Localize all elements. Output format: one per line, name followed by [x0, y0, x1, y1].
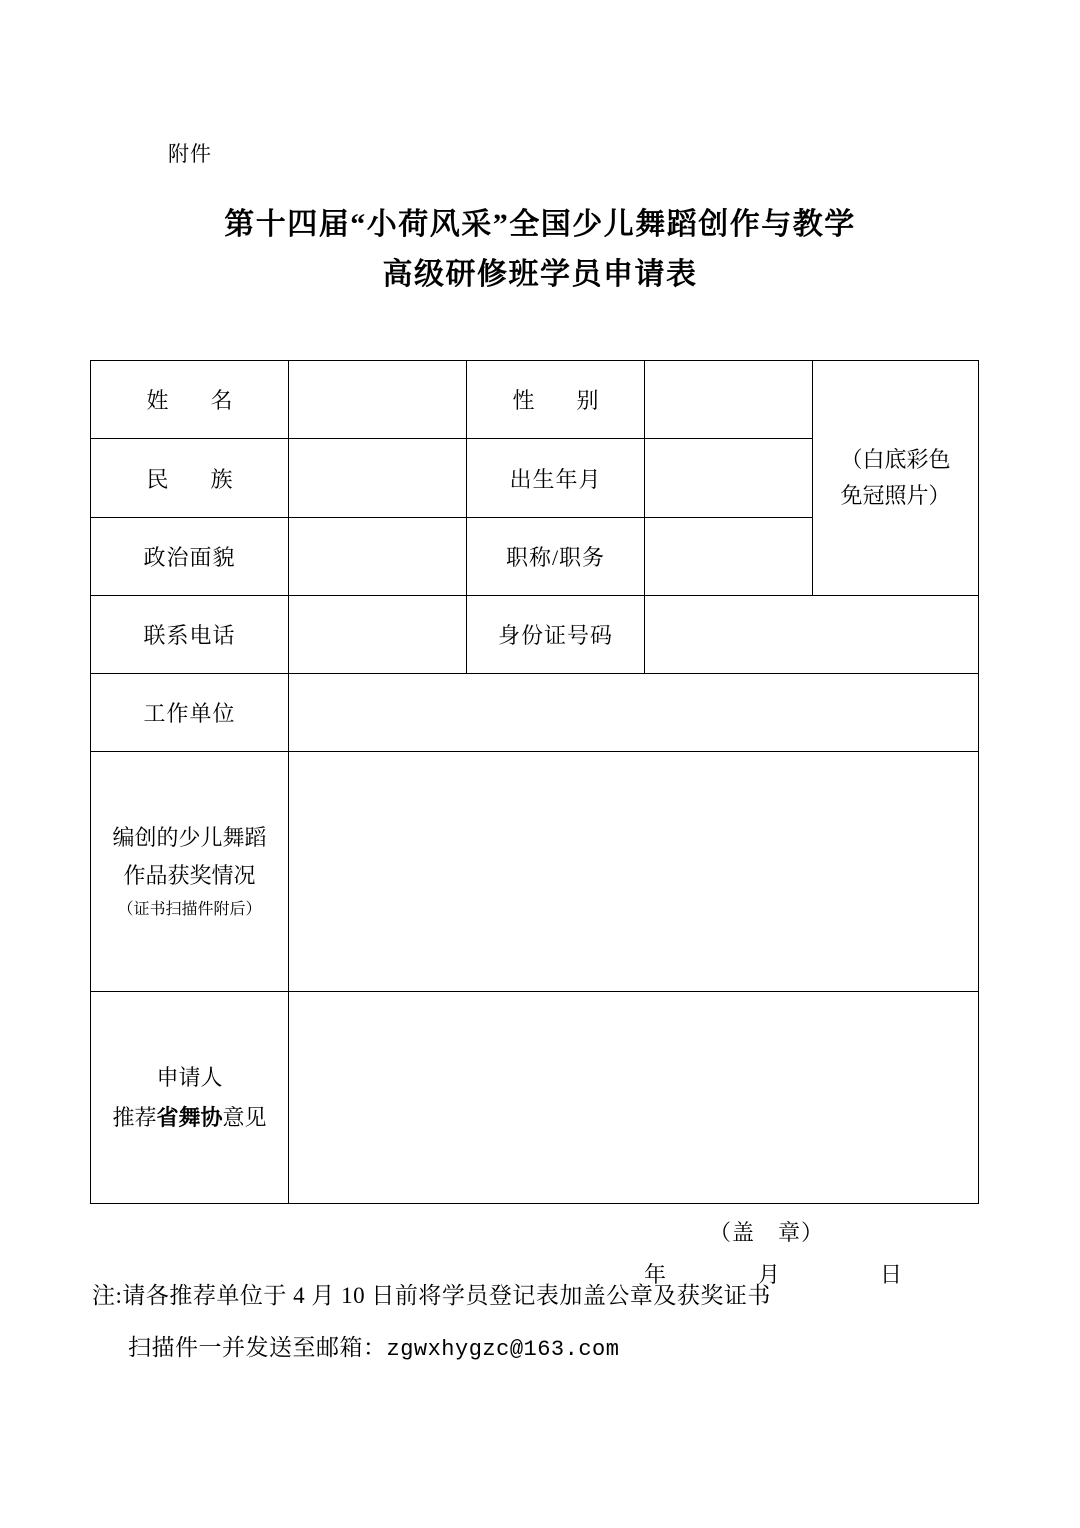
awards-note: （证书扫描件附后）	[117, 900, 262, 918]
label-work-unit: 工作单位	[91, 674, 289, 752]
document-title	[0, 200, 1080, 300]
awards-line-1: 编创的少儿舞蹈	[112, 824, 267, 850]
note-line-2	[92, 1322, 992, 1376]
field-gender[interactable]	[645, 361, 813, 439]
table-row	[91, 674, 979, 752]
label-gender: 性 别	[467, 361, 645, 439]
field-title-position[interactable]	[645, 518, 813, 596]
note-line-2-prefix: 扫描件一并发送至邮箱：	[128, 1335, 387, 1360]
recommend-line-1: 申请人	[156, 1064, 223, 1090]
table-row	[91, 752, 979, 992]
recommend-suffix: 意见	[222, 1104, 267, 1130]
label-birth-date: 出生年月	[467, 439, 645, 518]
label-political-status: 政治面貌	[91, 518, 289, 596]
field-phone[interactable]	[289, 596, 467, 674]
note-email: zgwxhygzc@163.com	[386, 1337, 620, 1362]
date-day: 日	[880, 1261, 904, 1287]
table-row	[91, 596, 979, 674]
date-year: 年	[644, 1261, 668, 1287]
label-ethnicity: 民 族	[91, 439, 289, 518]
label-id-number: 身份证号码	[467, 596, 645, 674]
application-form-table	[90, 360, 979, 1287]
table-row	[91, 361, 979, 439]
footer-notes	[92, 1270, 992, 1376]
awards-line-2: 作品获奖情况	[123, 862, 256, 888]
label-recommendation	[91, 992, 289, 1204]
photo-line-1: （白底彩色	[840, 447, 951, 472]
field-awards[interactable]	[289, 752, 979, 992]
field-recommendation[interactable]	[289, 992, 979, 1287]
recommend-line-2	[91, 1098, 288, 1138]
title-line-2: 高级研修班学员申请表	[382, 258, 698, 291]
attachment-label: 附件	[168, 142, 212, 166]
photo-placeholder[interactable]	[813, 361, 979, 596]
date-month: 月	[758, 1261, 782, 1287]
field-political-status[interactable]	[289, 518, 467, 596]
field-ethnicity[interactable]	[289, 439, 467, 518]
seal-label: （盖 章）	[709, 1219, 825, 1245]
recommend-bold: 省舞协	[156, 1104, 223, 1130]
field-birth-date[interactable]	[645, 439, 813, 518]
table-row	[91, 992, 979, 1204]
label-awards	[91, 752, 289, 992]
field-name[interactable]	[289, 361, 467, 439]
photo-line-2: 免冠照片）	[840, 483, 951, 508]
field-id-number[interactable]	[645, 596, 979, 674]
field-work-unit[interactable]	[289, 674, 979, 752]
title-line-1: 第十四届“小荷风采”全国少儿舞蹈创作与教学	[224, 208, 856, 241]
label-name: 姓 名	[91, 361, 289, 439]
recommend-prefix: 推荐	[112, 1104, 157, 1130]
label-phone: 联系电话	[91, 596, 289, 674]
note-line-1: 注:请各推荐单位于 4 月 10 日前将学员登记表加盖公章及获奖证书	[92, 1283, 771, 1308]
label-title-position: 职称/职务	[467, 518, 645, 596]
